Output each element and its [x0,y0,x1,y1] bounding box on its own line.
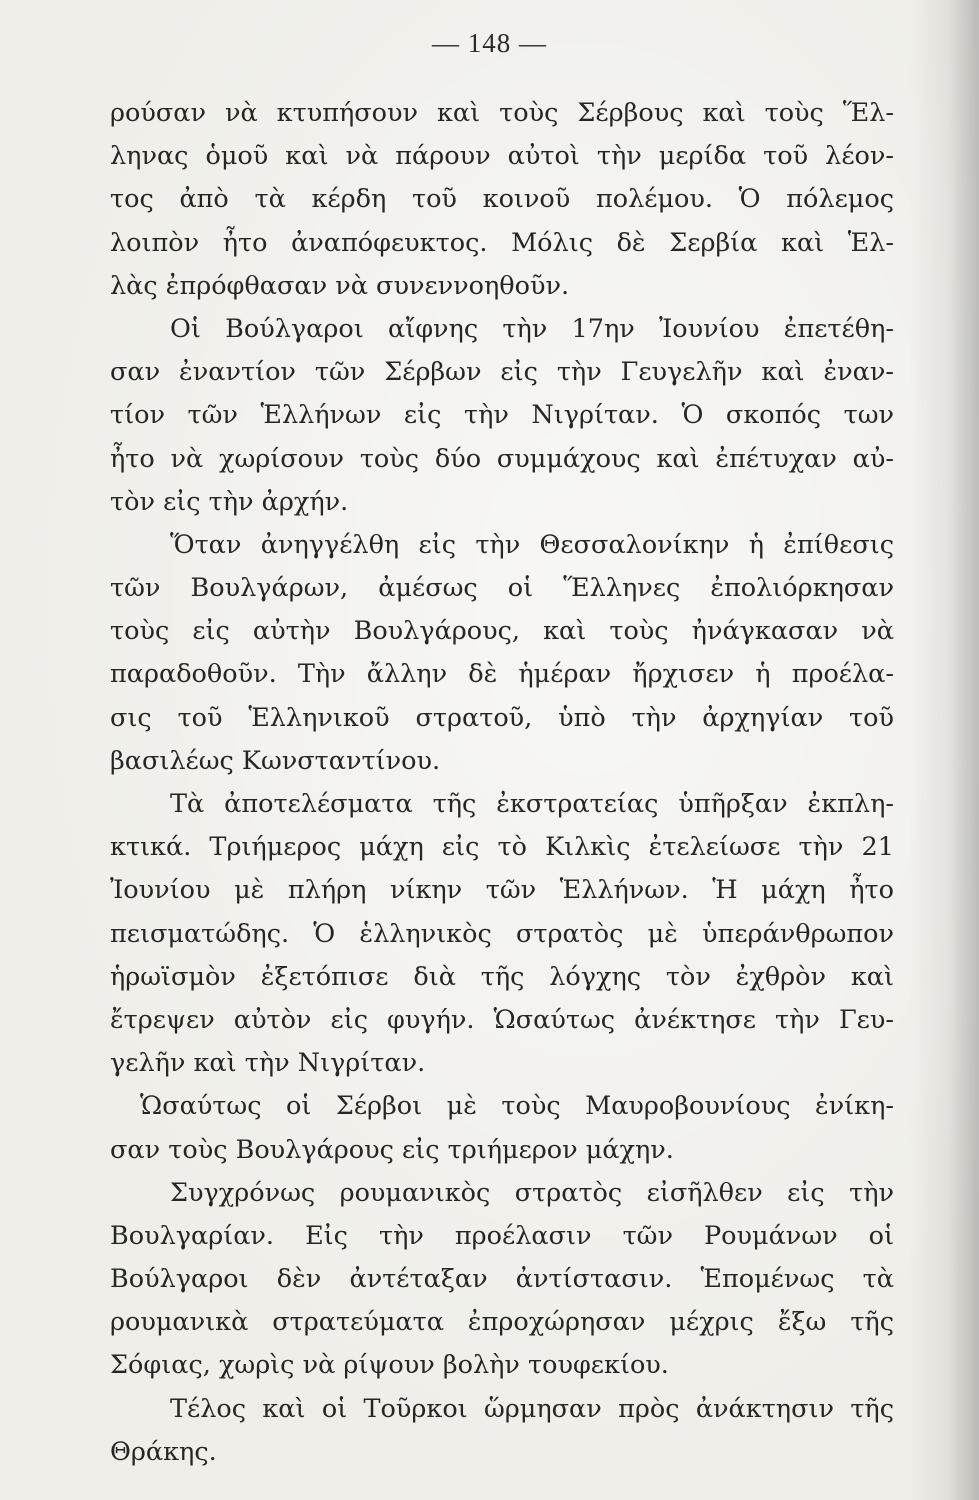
text-line: Οἱ Βούλγαροι αἴφνης τὴν 17ην Ἰουνίου ἐπετέθη- [170,313,894,344]
paragraph [110,92,894,308]
text-line: τίον τῶν Ἑλλήνων εἰς τὴν Νιγρίταν. Ὁ σκοπός των [110,400,894,431]
paragraph [110,308,894,524]
text-line: πεισματώδης. Ὁ ἑλληνικὸς στρατὸς μὲ ὑπεράνθρωπον [110,918,894,949]
text-line: λοιπὸν ἦτο ἀναπόφευκτος. Μόλις δὲ Σερβία καὶ Ἑλ- [110,227,894,258]
paragraph [110,1085,894,1171]
page-edge-shadow [909,0,979,1500]
text-line: λὰς ἐπρόφθασαν νὰ συνεννοηθοῦν. [110,270,570,301]
body-text [110,92,894,1474]
text-line: Ὅταν ἀνηγγέλθη εἰς τὴν Θεσσαλονίκην ἡ ἐπίθεσις [170,529,894,560]
text-line: Σόφιας, χωρὶς νὰ ρίψουν βολὴν τουφεκίου. [110,1350,669,1381]
text-line: γελῆν καὶ τὴν Νιγρίταν. [110,1048,426,1079]
text-line: ἦτο νὰ χωρίσουν τοὺς δύο συμμάχους καὶ ἐπέτυχαν αὐ- [110,443,894,474]
text-line: σις τοῦ Ἑλληνικοῦ στρατοῦ, ὑπὸ τὴν ἀρχηγίαν τοῦ [110,702,894,733]
text-line: ρούσαν νὰ κτυπήσουν καὶ τοὺς Σέρβους καὶ τοὺς Ἕλ- [110,98,894,128]
page-number: — 148 — [432,28,547,58]
text-line: κτικά. Τριήμερος μάχη εἰς τὸ Κιλκὶς ἐτελείωσε τὴν 21 [110,832,894,863]
paragraph [110,1172,894,1388]
text-line: Τέλος καὶ οἱ Τοῦρκοι ὥρμησαν πρὸς ἀνάκτησιν τῆς [170,1393,894,1424]
text-line: Θράκης. [110,1436,217,1467]
text-line: ἔτρεψεν αὐτὸν εἰς φυγήν. Ὡσαύτως ἀνέκτησε τὴν Γευ- [110,1004,894,1035]
paragraph [110,783,894,1085]
text-line: Βούλγαροι δὲν ἀντέταξαν ἀντίστασιν. Ἑπομένως τὰ [110,1264,894,1295]
text-line: Τὰ ἀποτελέσματα τῆς ἐκστρατείας ὑπῆρξαν ἐκπλη- [170,789,894,819]
text-line: τὸν εἰς τὴν ἀρχήν. [110,486,349,517]
text-line: Ὡσαύτως οἱ Σέρβοι μὲ τοὺς Μαυροβουνίους ἐνίκη- [140,1091,894,1122]
text-line: Συγχρόνως ρουμανικὸς στρατὸς εἰσῆλθεν εἰς τὴν [170,1177,894,1208]
text-line: ἡρωϊσμὸν ἐξετόπισε διὰ τῆς λόγχης τὸν ἐχθρὸν καὶ [110,961,894,992]
text-line: ληνας ὁμοῦ καὶ νὰ πάρουν αὐτοὶ τὴν μερίδα τοῦ λέον- [110,141,894,172]
paragraph [110,524,894,783]
text-line: βασιλέως Κωνσταντίνου. [110,745,441,776]
text-line: σαν τοὺς Βουλγάρους εἰς τριήμερον μάχην. [110,1134,674,1165]
text-line: τοὺς εἰς αὐτὴν Βουλγάρους, καὶ τοὺς ἠνάγκασαν νὰ [110,616,894,647]
text-line: Ἰουνίου μὲ πλήρη νίκην τῶν Ἑλλήνων. Ἡ μάχη ἦτο [110,875,894,906]
text-line: ρουμανικὰ στρατεύματα ἐπροχώρησαν μέχρις ἔξω τῆς [110,1307,894,1338]
text-line: τῶν Βουλγάρων, ἀμέσως οἱ Ἕλληνες ἐπολιόρκησαν [110,573,894,604]
paragraph [110,1388,894,1474]
text-line: σαν ἐναντίον τῶν Σέρβων εἰς τὴν Γευγελῆν καὶ ἐναν- [110,357,894,388]
text-line: Βουλγαρίαν. Εἰς τὴν προέλασιν τῶν Ρουμάνων οἱ [110,1220,894,1251]
text-line: παραδοθοῦν. Τὴν ἄλλην δὲ ἡμέραν ἤρχισεν ἡ προέλα- [110,659,894,690]
text-line: τος ἀπὸ τὰ κέρδη τοῦ κοινοῦ πολέμου. Ὁ πόλεμος [110,184,894,215]
